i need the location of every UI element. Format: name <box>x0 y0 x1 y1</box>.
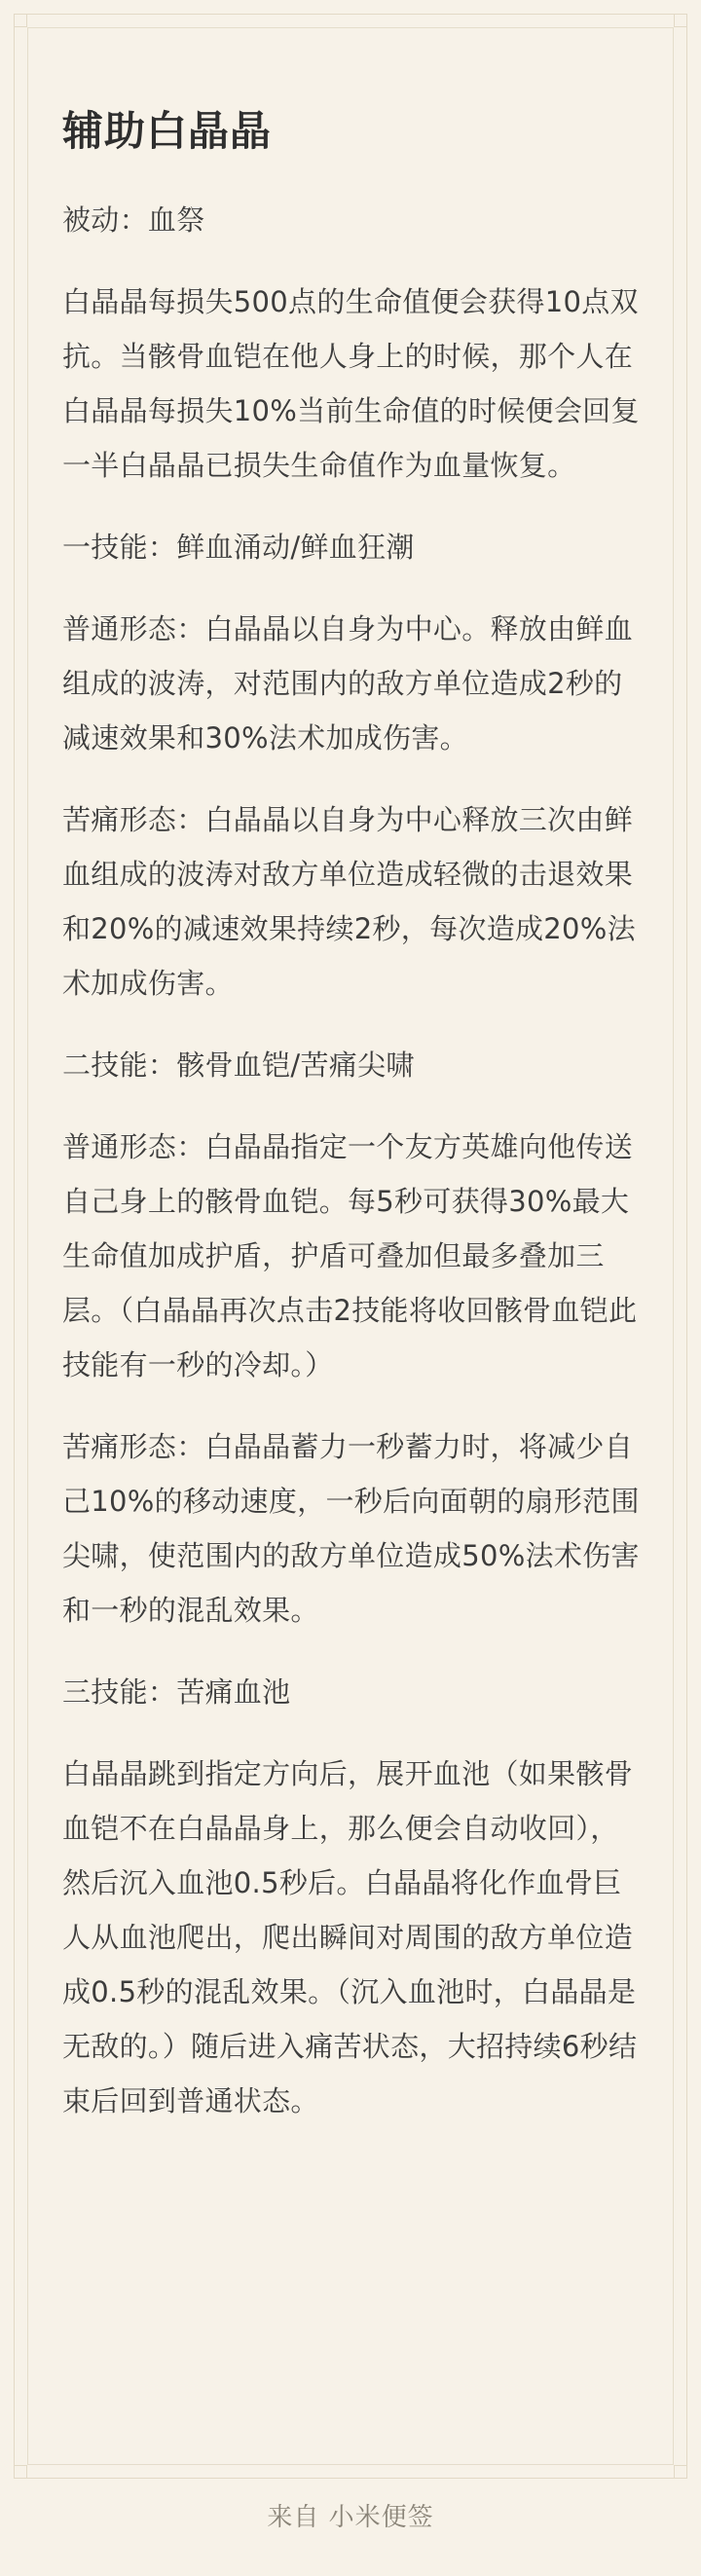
paragraph: 普通形态：白晶晶指定一个友方英雄向他传送自己身上的骸骨血铠。每5秒可获得30%最大生命值加成护盾，护盾可叠加但最多叠加三层。（白晶晶再次点击2技能将收回骸骨血铠此技能有一秒的冷却。） <box>62 1130 638 1381</box>
note-content <box>62 97 646 2128</box>
note-title: 辅助白晶晶 <box>62 107 273 155</box>
paragraph: 普通形态：白晶晶以自身为中心。释放由鲜血组成的波涛，对范围内的敌方单位造成2秒的减速效果和30%法术加成伤害。 <box>62 612 634 754</box>
section-heading-skill-2: 二技能：骸骨血铠/苦痛尖啸 <box>62 1049 415 1082</box>
corner-ornament <box>14 14 27 27</box>
corner-ornament <box>674 14 687 27</box>
paragraph: 苦痛形态：白晶晶以自身为中心释放三次由鲜血组成的波涛对敌方单位造成轻微的击退效果和20%的减速效果持续2秒，每次造成20%法术加成伤害。 <box>62 803 636 1000</box>
section-heading-skill-1: 一技能：鲜血涌动/鲜血狂潮 <box>62 531 415 564</box>
section-heading-passive: 被动：血祭 <box>62 203 205 237</box>
section-heading-skill-3: 三技能：苦痛血池 <box>62 1675 291 1709</box>
corner-ornament <box>674 2465 687 2479</box>
paragraph: 白晶晶每损失500点的生命值便会获得10点双抗。当骸骨血铠在他人身上的时候，那个人在白晶晶每损失10%当前生命值的时候便会回复一半白晶晶已损失生命值作为血量恢复。 <box>62 285 640 482</box>
corner-ornament <box>14 2465 27 2479</box>
paragraph: 苦痛形态：白晶晶蓄力一秒蓄力时，将减少自己10%的移动速度，一秒后向面朝的扇形范围尖啸，使范围内的敌方单位造成50%法术伤害和一秒的混乱效果。 <box>62 1430 640 1627</box>
paragraph: 白晶晶跳到指定方向后，展开血池（如果骸骨血铠不在白晶晶身上，那么便会自动收回），然后沉入血池0.5秒后。白晶晶将化作血骨巨人从血池爬出，爬出瞬间对周围的敌方单位造成0.5秒的混乱效果。（沉入血池时，白晶晶是无敌的。）随后进入痛苦状态，大招持续6秒结束后回到普通状态。 <box>62 1757 638 2117</box>
source-footer: 来自 小米便签 <box>267 2503 434 2532</box>
